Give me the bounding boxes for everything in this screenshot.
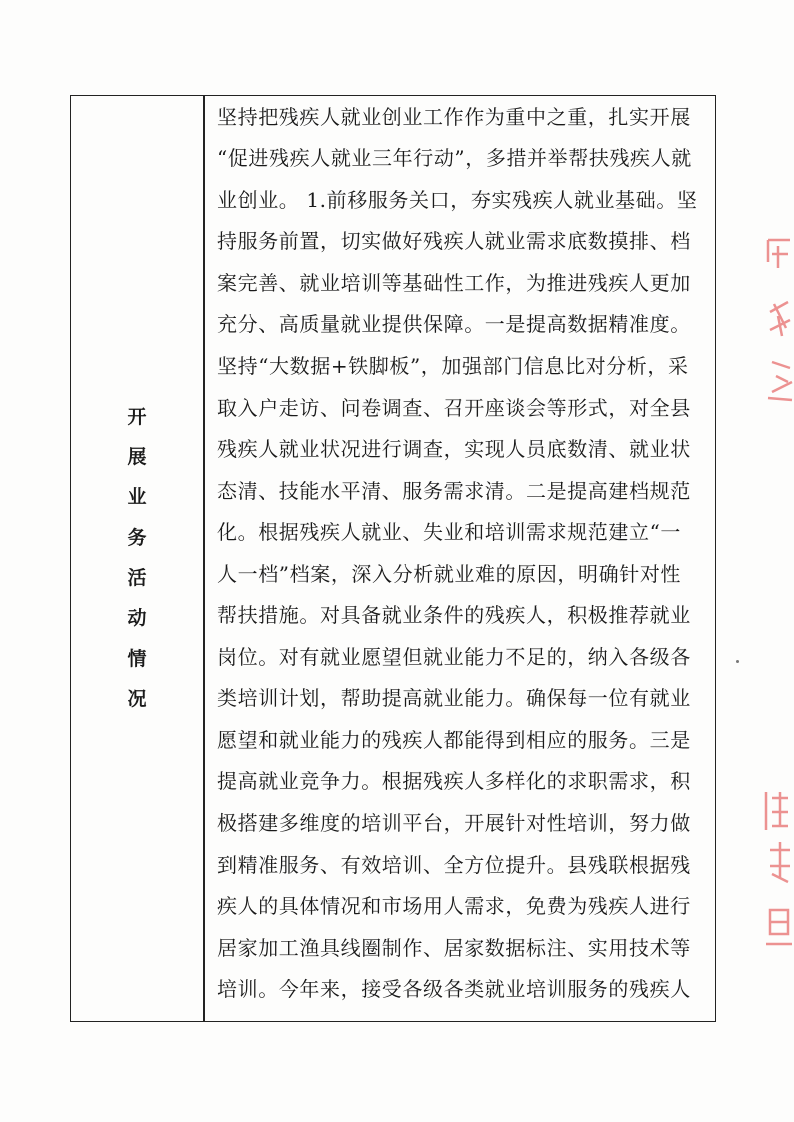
form-table: [70, 95, 716, 1022]
content-line: 人一档”档案，深入分析就业难的原因，明确针对性: [217, 562, 682, 586]
content-line: 残疾人就业状况进行调查，实现人员底数清、就业状: [217, 437, 691, 461]
row-label-cell: [71, 96, 203, 1021]
content-line: “促进残疾人就业三年行动”，多措并举帮扶残疾人就: [217, 146, 692, 170]
content-line: 业创业。 1.前移服务关口，夯实残疾人就业基础。坚: [217, 188, 698, 212]
content-line: 岗位。对有就业愿望但就业能力不足的，纳入各级各: [217, 645, 691, 669]
content-line: 化。根据残疾人就业、失业和培训需求规范建立“一: [217, 520, 682, 544]
content-line: 坚持把残疾人就业创业工作作为重中之重，扎实开展: [217, 105, 691, 129]
content-line: 愿望和就业能力的残疾人都能得到相应的服务。三是: [217, 728, 691, 752]
row-label-char: 动: [127, 607, 147, 629]
row-label-char: 业: [127, 486, 147, 508]
content-line: 极搭建多维度的培训平台，开展针对性培训，努力做: [217, 811, 691, 835]
content-line: 坚持“大数据+铁脚板”，加强部门信息比对分析，采: [217, 354, 689, 378]
content-line: 到精准服务、有效培训、全方位提升。县残联根据残: [217, 853, 691, 877]
content-line: 类培训计划，帮助提高就业能力。确保每一位有就业: [217, 686, 691, 710]
row-label-char: 务: [127, 527, 147, 549]
content-line: 疾人的具体情况和市场用人需求，免费为残疾人进行: [217, 894, 691, 918]
content-line: 持服务前置，切实做好残疾人就业需求底数摸排、档: [217, 229, 691, 253]
scan-speck: [736, 660, 739, 663]
content-line: 培训。今年来，接受各级各类就业培训服务的残疾人: [217, 977, 691, 1001]
content-line: 帮扶措施。对具备就业条件的残疾人，积极推荐就业: [217, 603, 691, 627]
content-cell: [205, 96, 715, 1021]
seal-stamp-fragment: [762, 232, 794, 412]
row-label-char: 展: [127, 446, 147, 468]
content-line: 取入户走访、问卷调查、召开座谈会等形式，对全县: [217, 396, 691, 420]
content-line: 案完善、就业培训等基础性工作，为推进残疾人更加: [217, 271, 691, 295]
content-line: 居家加工渔具线圈制作、居家数据标注、实用技术等: [217, 936, 691, 960]
row-label-char: 况: [127, 688, 147, 710]
seal-stamp-fragment: [762, 782, 794, 962]
row-label-char: 情: [127, 648, 147, 670]
content-line: 态清、技能水平清、服务需求清。二是提高建档规范: [217, 479, 691, 503]
content-line: 提高就业竞争力。根据残疾人多样化的求职需求，积: [217, 769, 691, 793]
row-label-char: 活: [127, 567, 147, 589]
row-label-char: 开: [127, 406, 147, 428]
content-line: 充分、高质量就业提供保障。一是提高数据精准度。: [217, 312, 691, 336]
